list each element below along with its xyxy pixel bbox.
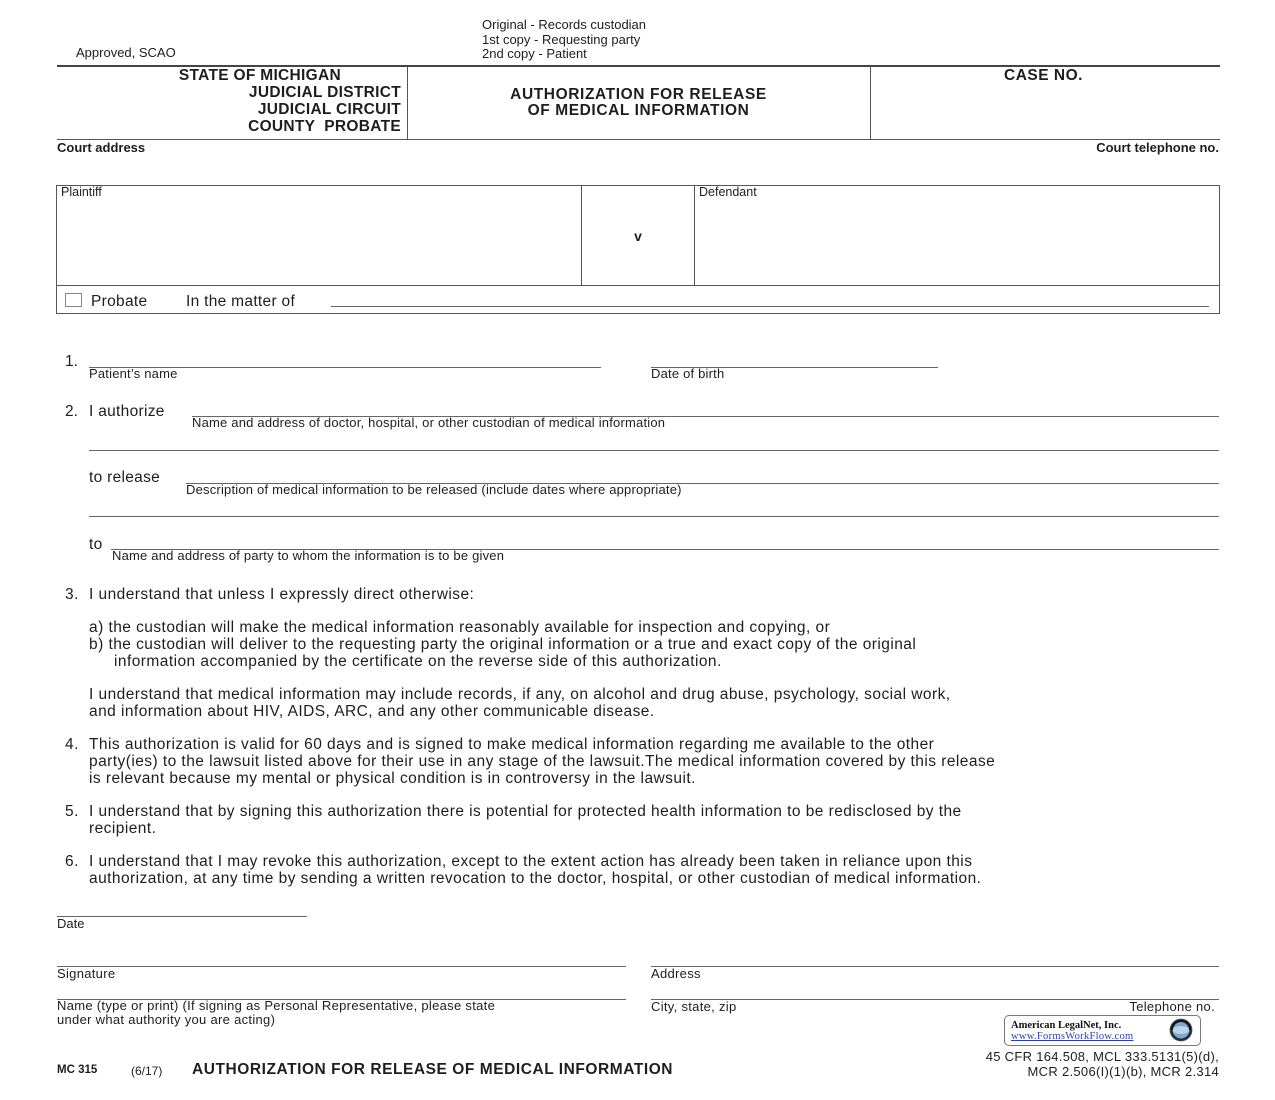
address-field[interactable] <box>652 946 1217 965</box>
release-label: to release <box>89 469 161 486</box>
citations-line1: 45 CFR 164.508, MCL 333.5131(5)(d), <box>985 1049 1219 1064</box>
plaintiff-label: Plaintiff <box>61 185 102 199</box>
case-no-field[interactable] <box>880 88 1210 134</box>
court-address-field[interactable] <box>57 156 657 178</box>
dob-field[interactable] <box>652 350 936 366</box>
date-line <box>57 916 307 917</box>
footer-title: AUTHORIZATION FOR RELEASE OF MEDICAL INFORMATION <box>192 1061 674 1078</box>
item3-a: a) the custodian will make the medical information reasonably available for inspection and copying, or <box>89 619 831 636</box>
defendant-left-border <box>694 185 695 285</box>
item2-number: 2. <box>65 403 78 420</box>
release-field[interactable] <box>188 466 1216 482</box>
american-legalnet-logo[interactable] <box>1004 1015 1201 1046</box>
to-label: to <box>89 536 103 553</box>
item3-intro: I understand that unless I expressly direct otherwise: <box>89 586 475 603</box>
item1-number: 1. <box>65 353 78 370</box>
name-field[interactable] <box>58 982 624 998</box>
item5-line1: I understand that by signing this authorization there is potential for protected health information to be redisclosed by the <box>89 803 962 820</box>
address-caption: Address <box>651 966 701 981</box>
matter-label: In the matter of <box>186 293 296 310</box>
court-circuit: JUDICIAL CIRCUIT <box>257 101 401 118</box>
recipient-caption: Name and address of party to whom the information is to be given <box>112 548 505 563</box>
city-caption: City, state, zip <box>651 999 737 1014</box>
item3-p1: I understand that medical information may include records, if any, on alcohol and drug abuse, psychology, social work, <box>89 686 951 703</box>
name-caption-line1: Name (type or print) (If signing as Personal Representative, please state <box>57 998 496 1013</box>
item3-number: 3. <box>65 586 79 603</box>
court-state: STATE OF MICHIGAN <box>178 67 341 84</box>
telephone-caption: Telephone no. <box>1129 999 1215 1014</box>
case-no-label: CASE NO. <box>1004 67 1083 84</box>
custodian-field-2[interactable] <box>90 433 1216 449</box>
date-field[interactable] <box>58 898 305 915</box>
copy-distribution <box>482 18 646 62</box>
item3-p2: and information about HIV, AIDS, ARC, and any other communicable disease. <box>89 703 655 720</box>
defendant-field[interactable] <box>698 202 1213 280</box>
custodian-caption: Name and address of doctor, hospital, or other custodian of medical information <box>192 415 666 430</box>
form-title-line2: OF MEDICAL INFORMATION <box>527 102 750 119</box>
plaintiff-field[interactable] <box>60 202 575 280</box>
versus-label: v <box>634 228 642 244</box>
item3-b2: information accompanied by the certificate on the reverse side of this authorization. <box>114 653 722 670</box>
court-telephone-label: Court telephone no. <box>1096 140 1219 155</box>
copy-first: 1st copy - Requesting party <box>482 31 641 47</box>
globe-icon <box>1169 1018 1193 1042</box>
name-caption <box>57 999 495 1027</box>
matter-field[interactable] <box>333 290 1207 306</box>
form-title-line1: AUTHORIZATION FOR RELEASE <box>510 86 767 103</box>
address-line <box>651 966 1219 967</box>
form-number: MC 315 <box>57 1064 98 1076</box>
form-title <box>408 87 869 119</box>
city-state-zip-field[interactable] <box>652 982 1052 998</box>
court-address-label: Court address <box>57 140 146 155</box>
logo-url-link[interactable]: www.FormsWorkFlow.com <box>1011 1031 1134 1042</box>
dob-caption: Date of birth <box>651 366 725 381</box>
probate-label: Probate <box>91 293 148 310</box>
court-block <box>60 67 401 135</box>
header-bottom-rule <box>57 139 1220 140</box>
court-district: JUDICIAL DISTRICT <box>248 84 401 101</box>
name-caption-line2: under what authority you are acting) <box>57 1012 276 1027</box>
form-revision: (6/17) <box>131 1064 163 1078</box>
date-caption: Date <box>57 916 85 931</box>
copy-second: 2nd copy - Patient <box>482 46 587 61</box>
signature-line <box>57 966 626 967</box>
patient-name-caption: Patient’s name <box>89 366 178 381</box>
authorize-label: I authorize <box>89 403 165 420</box>
item4-number: 4. <box>65 736 79 753</box>
item6-line1: I understand that I may revoke this authorization, except to the extent action has already been taken in reliance upon this <box>89 853 973 870</box>
item6-line2: authorization, at any time by sending a written revocation to the doctor, hospital, or other custodian of medical information. <box>89 870 982 887</box>
release-field-2[interactable] <box>90 499 1216 515</box>
release-line-2 <box>89 516 1219 517</box>
signature-field[interactable] <box>58 944 624 965</box>
item5-number: 5. <box>65 803 79 820</box>
item4-line3: is relevant because my mental or physical condition is in controversy in the lawsuit. <box>89 770 696 787</box>
citations-line2: MCR 2.506(I)(1)(b), MCR 2.314 <box>1027 1063 1219 1079</box>
custodian-field[interactable] <box>194 399 1216 415</box>
telephone-field[interactable] <box>1060 982 1216 998</box>
item4-line2: party(ies) to the lawsuit listed above for their use in any stage of the lawsuit.The medical information covered by this release <box>89 753 996 770</box>
probate-checkbox[interactable] <box>65 293 82 307</box>
patient-name-field[interactable] <box>90 350 598 366</box>
matter-line <box>331 306 1209 307</box>
defendant-label: Defendant <box>699 185 757 199</box>
signature-caption: Signature <box>57 966 116 981</box>
recipient-field[interactable] <box>113 532 1216 548</box>
footer-citations <box>986 1050 1219 1079</box>
parties-divider <box>57 285 1219 286</box>
custodian-line-2 <box>89 450 1219 451</box>
approved-scao: Approved, SCAO <box>76 45 176 60</box>
copy-original: Original - Records custodian <box>482 17 647 32</box>
item3-b1: b) the custodian will deliver to the requesting party the original information or a true and exact copy of the original <box>89 636 917 653</box>
item5-line2: recipient. <box>89 820 157 837</box>
court-county-probate: COUNTY PROBATE <box>248 118 401 135</box>
logo-company: American LegalNet, Inc. <box>1011 1020 1122 1031</box>
item4-line1: This authorization is valid for 60 days and is signed to make medical information regarding me available to the other <box>89 736 935 753</box>
item6-number: 6. <box>65 853 79 870</box>
release-caption: Description of medical information to be released (include dates where appropriate) <box>186 482 682 497</box>
